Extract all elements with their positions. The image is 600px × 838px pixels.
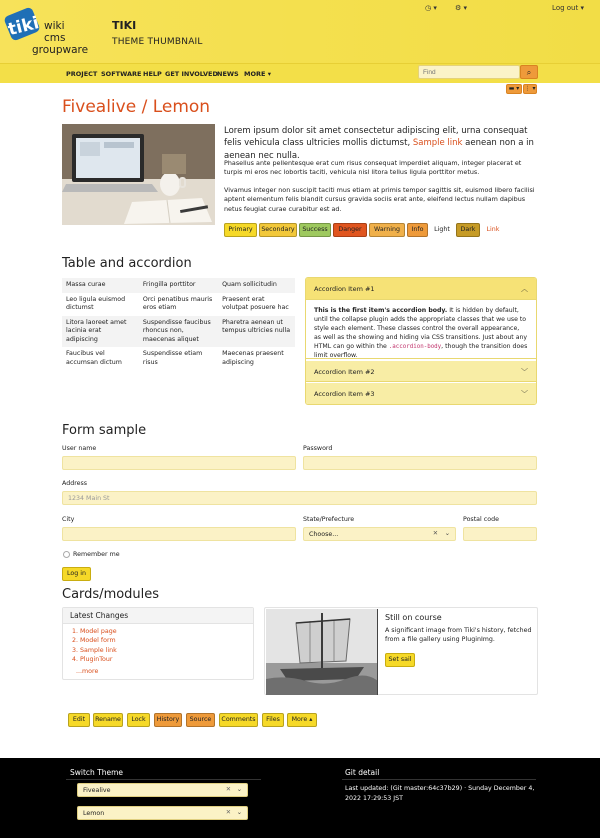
table-header-cell: Quam sollicitudin	[222, 281, 277, 288]
site-title: TIKI	[112, 19, 137, 32]
table-row	[62, 316, 295, 348]
danger-button[interactable]: Danger	[333, 223, 367, 237]
accordion-item-1-body	[306, 299, 536, 359]
switch-theme-title: Switch Theme	[70, 768, 124, 777]
cards-section-heading: Cards/modules	[62, 587, 160, 602]
git-detail-title: Git detail	[345, 768, 380, 777]
divider	[342, 779, 536, 780]
nav-item-software[interactable]: SOFTWARE	[101, 70, 142, 78]
primary-button[interactable]: Primary	[224, 223, 257, 237]
more-actions-button[interactable]: More ▴	[287, 713, 317, 727]
table-header-cell: Massa curae	[66, 281, 106, 288]
warning-button[interactable]: Warning	[369, 223, 405, 237]
link-button[interactable]: Link	[482, 223, 504, 237]
source-button[interactable]: Source	[186, 713, 215, 727]
chevron-down-icon: ⌄	[236, 786, 242, 793]
search-icon: ⌕	[526, 68, 532, 77]
still-on-course-text: A significant image from Tiki's history, fetched from a file gallery using PluginImg.	[385, 627, 532, 644]
nav-item-help[interactable]: HELP	[143, 70, 162, 78]
git-detail-text: Last updated: (Git master:64c37b29) · Sunday December 4, 2022 17:29:53 JST	[345, 785, 535, 803]
files-button[interactable]: Files	[262, 713, 284, 727]
still-on-course-card	[264, 607, 538, 695]
layout-toggle-button[interactable]: ▬ ▾	[506, 84, 522, 94]
sample-table	[62, 278, 295, 370]
state-select-value: Choose...	[309, 531, 339, 538]
table-cell: Litora laoreet amet lacinia erat adipiscing	[66, 318, 127, 343]
clear-icon[interactable]: ✕	[225, 786, 231, 793]
nav-item-get-involved[interactable]: GET INVOLVED	[165, 70, 218, 78]
nav-item-more[interactable]: MORE ▾	[244, 70, 271, 78]
comments-button[interactable]: Comments	[219, 713, 258, 727]
lead-text-end: aenean non a in aenean nec nulla.	[224, 138, 534, 161]
address-input[interactable]: 1234 Main St	[62, 491, 537, 505]
clear-icon[interactable]: ✕	[432, 530, 438, 537]
latest-changes-title: Latest Changes	[63, 608, 253, 624]
list-item[interactable]: 4. PluginTour	[80, 655, 117, 664]
dark-button[interactable]: Dark	[456, 223, 480, 237]
latest-changes-card	[62, 607, 254, 680]
accordion-item-3-header[interactable]	[306, 383, 536, 404]
chevron-down-icon: ﹀	[521, 390, 528, 398]
accordion	[305, 277, 537, 405]
svg-text:tiki: tiki	[6, 13, 42, 41]
chevron-down-icon: ⌄	[236, 809, 242, 816]
list-item[interactable]: 2. Model form	[80, 636, 117, 645]
logout-link[interactable]: Log out ▾	[552, 4, 584, 12]
accordion-item-2-header[interactable]	[306, 361, 536, 382]
lock-button[interactable]: Lock	[127, 713, 150, 727]
page-title: Fivealive / Lemon	[62, 97, 211, 117]
remember-me-checkbox[interactable]	[63, 551, 70, 558]
light-button[interactable]: Light	[430, 223, 454, 237]
svg-text:wiki: wiki	[44, 20, 65, 32]
state-select[interactable]	[303, 527, 456, 541]
tiki-logo[interactable]	[4, 5, 114, 63]
list-item[interactable]: 1. Model page	[80, 627, 117, 636]
theme-select-value: Fivealive	[83, 787, 111, 794]
theme-select[interactable]	[77, 783, 248, 797]
more-link[interactable]: ...more	[76, 668, 99, 675]
sample-link[interactable]: Sample link	[412, 138, 463, 149]
table-cell: Maecenas praesent adipiscing	[222, 350, 284, 366]
table-cell: Suspendisse faucibus rhoncus non, maecenas aliquet	[142, 318, 211, 343]
nav-item-project[interactable]: PROJECT	[66, 70, 98, 78]
search-button[interactable]	[520, 65, 538, 79]
username-input[interactable]	[62, 456, 296, 470]
remember-me-label: Remember me	[73, 551, 120, 558]
state-label: State/Prefecture	[303, 516, 355, 523]
table-cell: Pharetra aenean ut tempus ultricies nulla	[222, 318, 291, 334]
accordion-item-3-label: Accordion Item #3	[314, 390, 375, 398]
edit-button[interactable]: Edit	[68, 713, 90, 727]
gears-icon[interactable]: ⚙ ▾	[455, 4, 468, 12]
lead-paragraph	[224, 125, 538, 162]
accordion-body-bold: This is the first item's accordion body.	[314, 307, 448, 314]
table-header-row	[62, 278, 295, 293]
site-footer	[0, 758, 600, 838]
table-header-cell: Fringilla porttitor	[142, 281, 196, 288]
form-section-heading: Form sample	[62, 423, 147, 438]
search-input[interactable]	[418, 65, 520, 79]
svg-text:cms: cms	[44, 32, 66, 44]
clear-icon[interactable]: ✕	[225, 809, 231, 816]
latest-changes-list	[71, 627, 117, 665]
table-section-heading: Table and accordion	[62, 256, 192, 271]
info-button[interactable]: Info	[407, 223, 428, 237]
chevron-up-icon: ︿	[521, 285, 528, 293]
chevron-down-icon: ⌄	[444, 530, 450, 537]
paragraph-2: Vivamus integer non suscipit taciti mus etiam at primis tempor sagittis sit, euismod libero facilisi aptent elementum felis blandit cursus gravida sociis erat ante, eleifend lectus nullam dapibus netus feugiat curae curabitur est ad.	[224, 186, 535, 213]
ship-image	[266, 609, 378, 695]
options-toggle-button[interactable]: ⋮ ▾	[524, 85, 536, 92]
city-input[interactable]	[62, 527, 296, 541]
divider	[66, 779, 261, 780]
clock-icon[interactable]: ◷ ▾	[425, 4, 437, 12]
accordion-body-text: It is hidden by default, until the collapse plugin adds the appropriate classes that we use to style each element. These classes control the overall appearance, as well as the showing and hiding via CSS transitions. Just about any HTML can go within the	[314, 307, 528, 350]
site-subtitle: THEME THUMBNAIL	[112, 37, 203, 47]
table-cell: Leo ligula euismod dictumst	[66, 295, 126, 311]
chevron-down-icon: ﹀	[521, 368, 528, 376]
password-label: Password	[303, 445, 333, 452]
secondary-button[interactable]: Secondary	[259, 223, 297, 237]
theme-option-select[interactable]	[77, 806, 248, 820]
password-input[interactable]	[303, 456, 537, 470]
still-on-course-title: Still on course	[385, 613, 442, 622]
postal-input[interactable]	[463, 527, 537, 541]
address-label: Address	[62, 480, 88, 487]
accordion-body-code: .accordion-body	[388, 343, 442, 350]
table-cell: Faucibus vel accumsan dictum	[66, 350, 122, 366]
history-button[interactable]: History	[154, 713, 182, 727]
table-row	[62, 293, 295, 316]
table-cell: Suspendisse etiam risus	[142, 350, 203, 366]
table-cell: Praesent erat volutpat posuere hac	[222, 295, 289, 311]
username-label: User name	[62, 445, 97, 452]
accordion-body-end: , though the transition does limit overflow.	[314, 342, 528, 359]
list-item[interactable]: 3. Sample link	[80, 646, 117, 655]
theme-option-select-value: Lemon	[83, 810, 105, 817]
lead-text: Lorem ipsum dolor sit amet consectetur adipiscing elit, urna consequat felis vehicula class ultricies mollis dictumst,	[224, 126, 528, 149]
postal-label: Postal code	[463, 516, 499, 523]
svg-text:groupware: groupware	[32, 44, 89, 56]
nav-item-news[interactable]: NEWS	[217, 70, 239, 78]
rename-button[interactable]: Rename	[93, 713, 123, 727]
success-button[interactable]: Success	[299, 223, 331, 237]
paragraph-1: Phasellus ante pellentesque erat cum risus consequat imperdiet aliquam, integer placerat et turpis mi eros nec lobortis taciti, vehicula nisl litora tellus ligula porttitor metus.	[224, 159, 522, 177]
set-sail-button[interactable]: Set sail	[385, 653, 415, 667]
accordion-item-2-label: Accordion Item #2	[314, 368, 375, 376]
hero-image	[62, 124, 215, 225]
accordion-item-1-label: Accordion Item #1	[314, 285, 375, 293]
login-button[interactable]: Log in	[62, 567, 91, 581]
table-cell: Orci penatibus mauris eros etiam	[142, 295, 213, 311]
city-label: City	[62, 516, 75, 523]
accordion-item-1-header[interactable]	[306, 278, 536, 299]
table-row	[62, 347, 295, 370]
